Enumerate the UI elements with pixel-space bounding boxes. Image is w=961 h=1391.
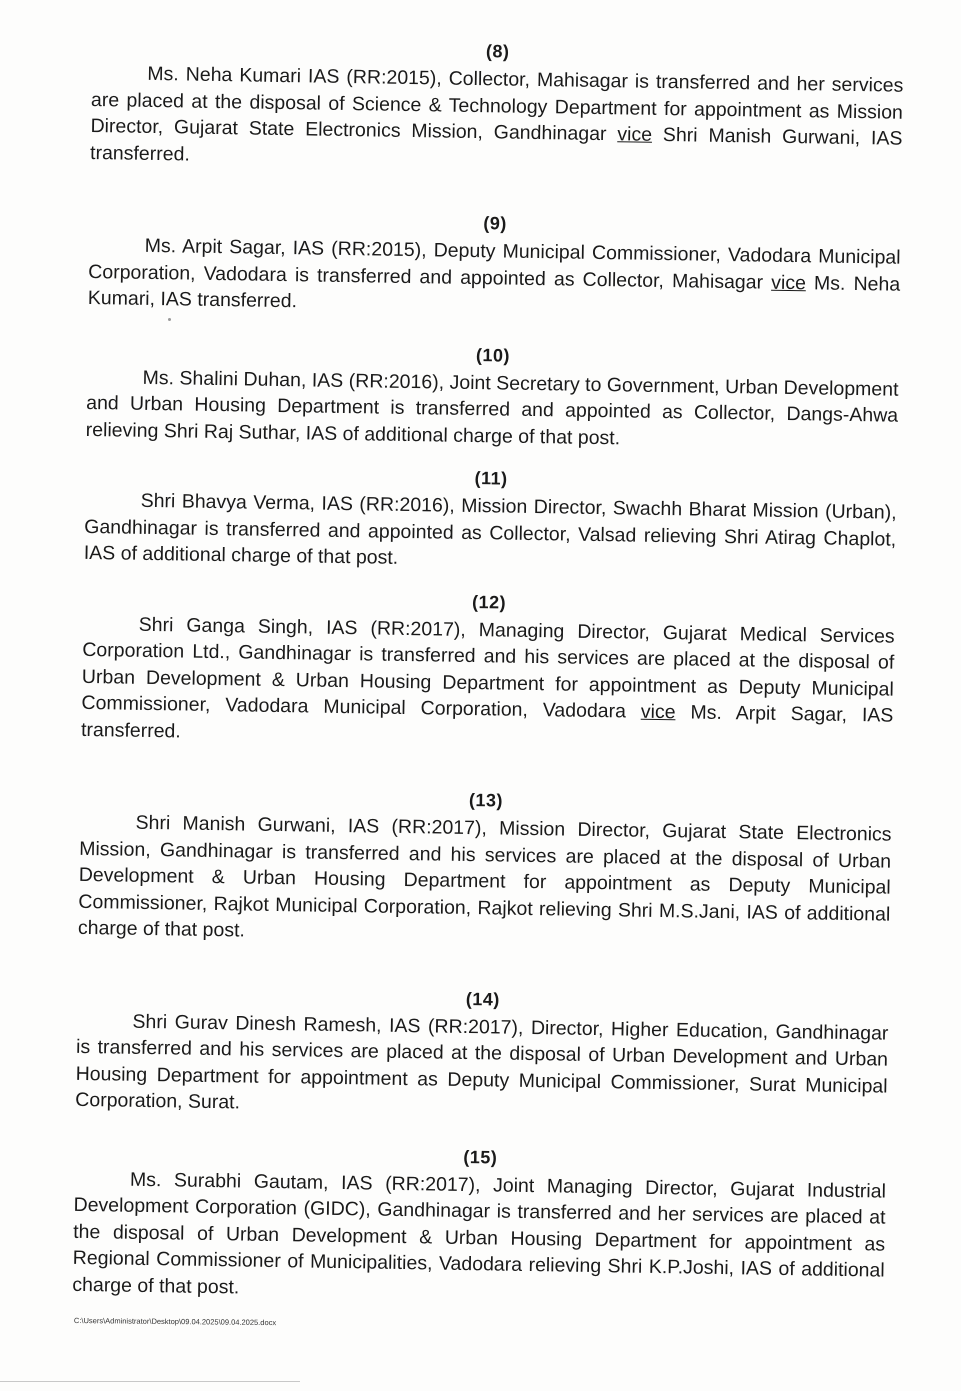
vice-underlined: vice	[771, 271, 807, 294]
order-section-13	[78, 783, 892, 954]
order-section-14	[75, 981, 889, 1126]
section-paragraph: Ms. Surabhi Gautam, IAS (RR:2017), Joint Managing Director, Gujarat Industrial Development Corporation (GIDC), Gandhinagar is transferred and her services are placed at the disposal of Urban Development & Urban Housing Department for appointment as Regional Commissioner of Municipalities, Vadodara relieving Shri K.P.Joshi, IAS of additional charge of that post.	[72, 1168, 887, 1298]
section-paragraph: Shri Manish Gurwani, IAS (RR:2017), Mission Director, Gujarat State Electronics Mission, Gandhinagar is transferred and his services are placed at the disposal of Urban Development & Urban Housing Department for appointment as Deputy Municipal Commissioner, Rajkot Municipal Corporation, Rajkot relieving Shri M.S.Jani, IAS of additional charge of that post.	[77, 811, 892, 942]
order-section-15	[72, 1139, 886, 1310]
order-section-9	[88, 206, 902, 324]
section-number: (15)	[463, 1146, 498, 1168]
paragraph-text: Shri Manish Gurwani, IAS transferred.	[89, 123, 903, 166]
order-section-10	[86, 337, 900, 455]
section-number: (10)	[475, 344, 511, 366]
section-paragraph: Shri Gurav Dinesh Ramesh, IAS (RR:2017), Director, Higher Education, Gandhinagar is transferred and his services are placed at the disposal of Urban Development and Urban Housing Department for appointment as Deputy Municipal Commissioner, Surat Municipal Corporation, Surat.	[75, 1010, 889, 1114]
section-paragraph: Ms. Shalini Duhan, IAS (RR:2016), Joint Secretary to Government, Urban Development and Urban Housing Department is transferred and appointed as Collector, Dangs-Ahwa relieving Shri Raj Suthar, IAS of additional charge of that post.	[85, 366, 899, 449]
section-paragraph	[81, 610, 895, 755]
paragraph-text: Ms. Arpit Sagar, IAS (RR:2015), Deputy Municipal Commissioner, Vadodara Municipal Corporation, Vadodara is transferred and appointed as Collector, Mahisagar	[88, 234, 901, 294]
section-number: (9)	[483, 213, 507, 234]
paragraph-text: Ms. Neha Kumari, IAS transferred.	[87, 271, 901, 313]
order-section-8	[90, 34, 904, 179]
paragraph-text: Ms. Neha Kumari IAS (RR:2015), Collector, Mahisagar is transferred and her services are placed at the disposal of Science & Technology Department for appointment as Mission Director, Gujarat State Electronics Mission, Gandhinagar	[90, 62, 904, 146]
order-section-11	[84, 461, 898, 579]
vice-underlined: vice	[640, 700, 676, 724]
section-paragraph	[88, 232, 901, 324]
section-number: (13)	[468, 790, 504, 811]
section-number: (12)	[471, 591, 507, 613]
page-edge-line	[0, 1381, 300, 1382]
paragraph-text: Shri Ganga Singh, IAS (RR:2017), Managing Director, Gujarat Medical Services Corporation Ltd., Gandhinagar is transferred and his services are placed at the disposal of Urban Development & Urban Housing Department for appointment as Deputy Municipal Commissioner, Vadodara Municipal Corporation, Vadodara	[81, 613, 895, 723]
vice-underlined: vice	[617, 123, 653, 146]
section-paragraph	[90, 60, 904, 179]
order-section-12	[81, 584, 895, 755]
paragraph-text: Ms. Arpit Sagar, IAS transferred.	[80, 701, 894, 742]
section-number: (8)	[485, 41, 510, 62]
footer-file-path: C:\Users\Administrator\Desktop\09.04.2025\09.04.2025.docx	[73, 1316, 277, 1328]
section-number: (11)	[474, 468, 508, 489]
document-body	[72, 34, 904, 1311]
section-paragraph: Shri Bhavya Verma, IAS (RR:2016), Mission Director, Swachh Bharat Mission (Urban), Gandhinagar is transferred and appointed as Collector, Valsad relieving Shri Atirag Chaplot, IAS of additional charge of that post.	[83, 489, 897, 569]
section-number: (14)	[465, 988, 501, 1010]
